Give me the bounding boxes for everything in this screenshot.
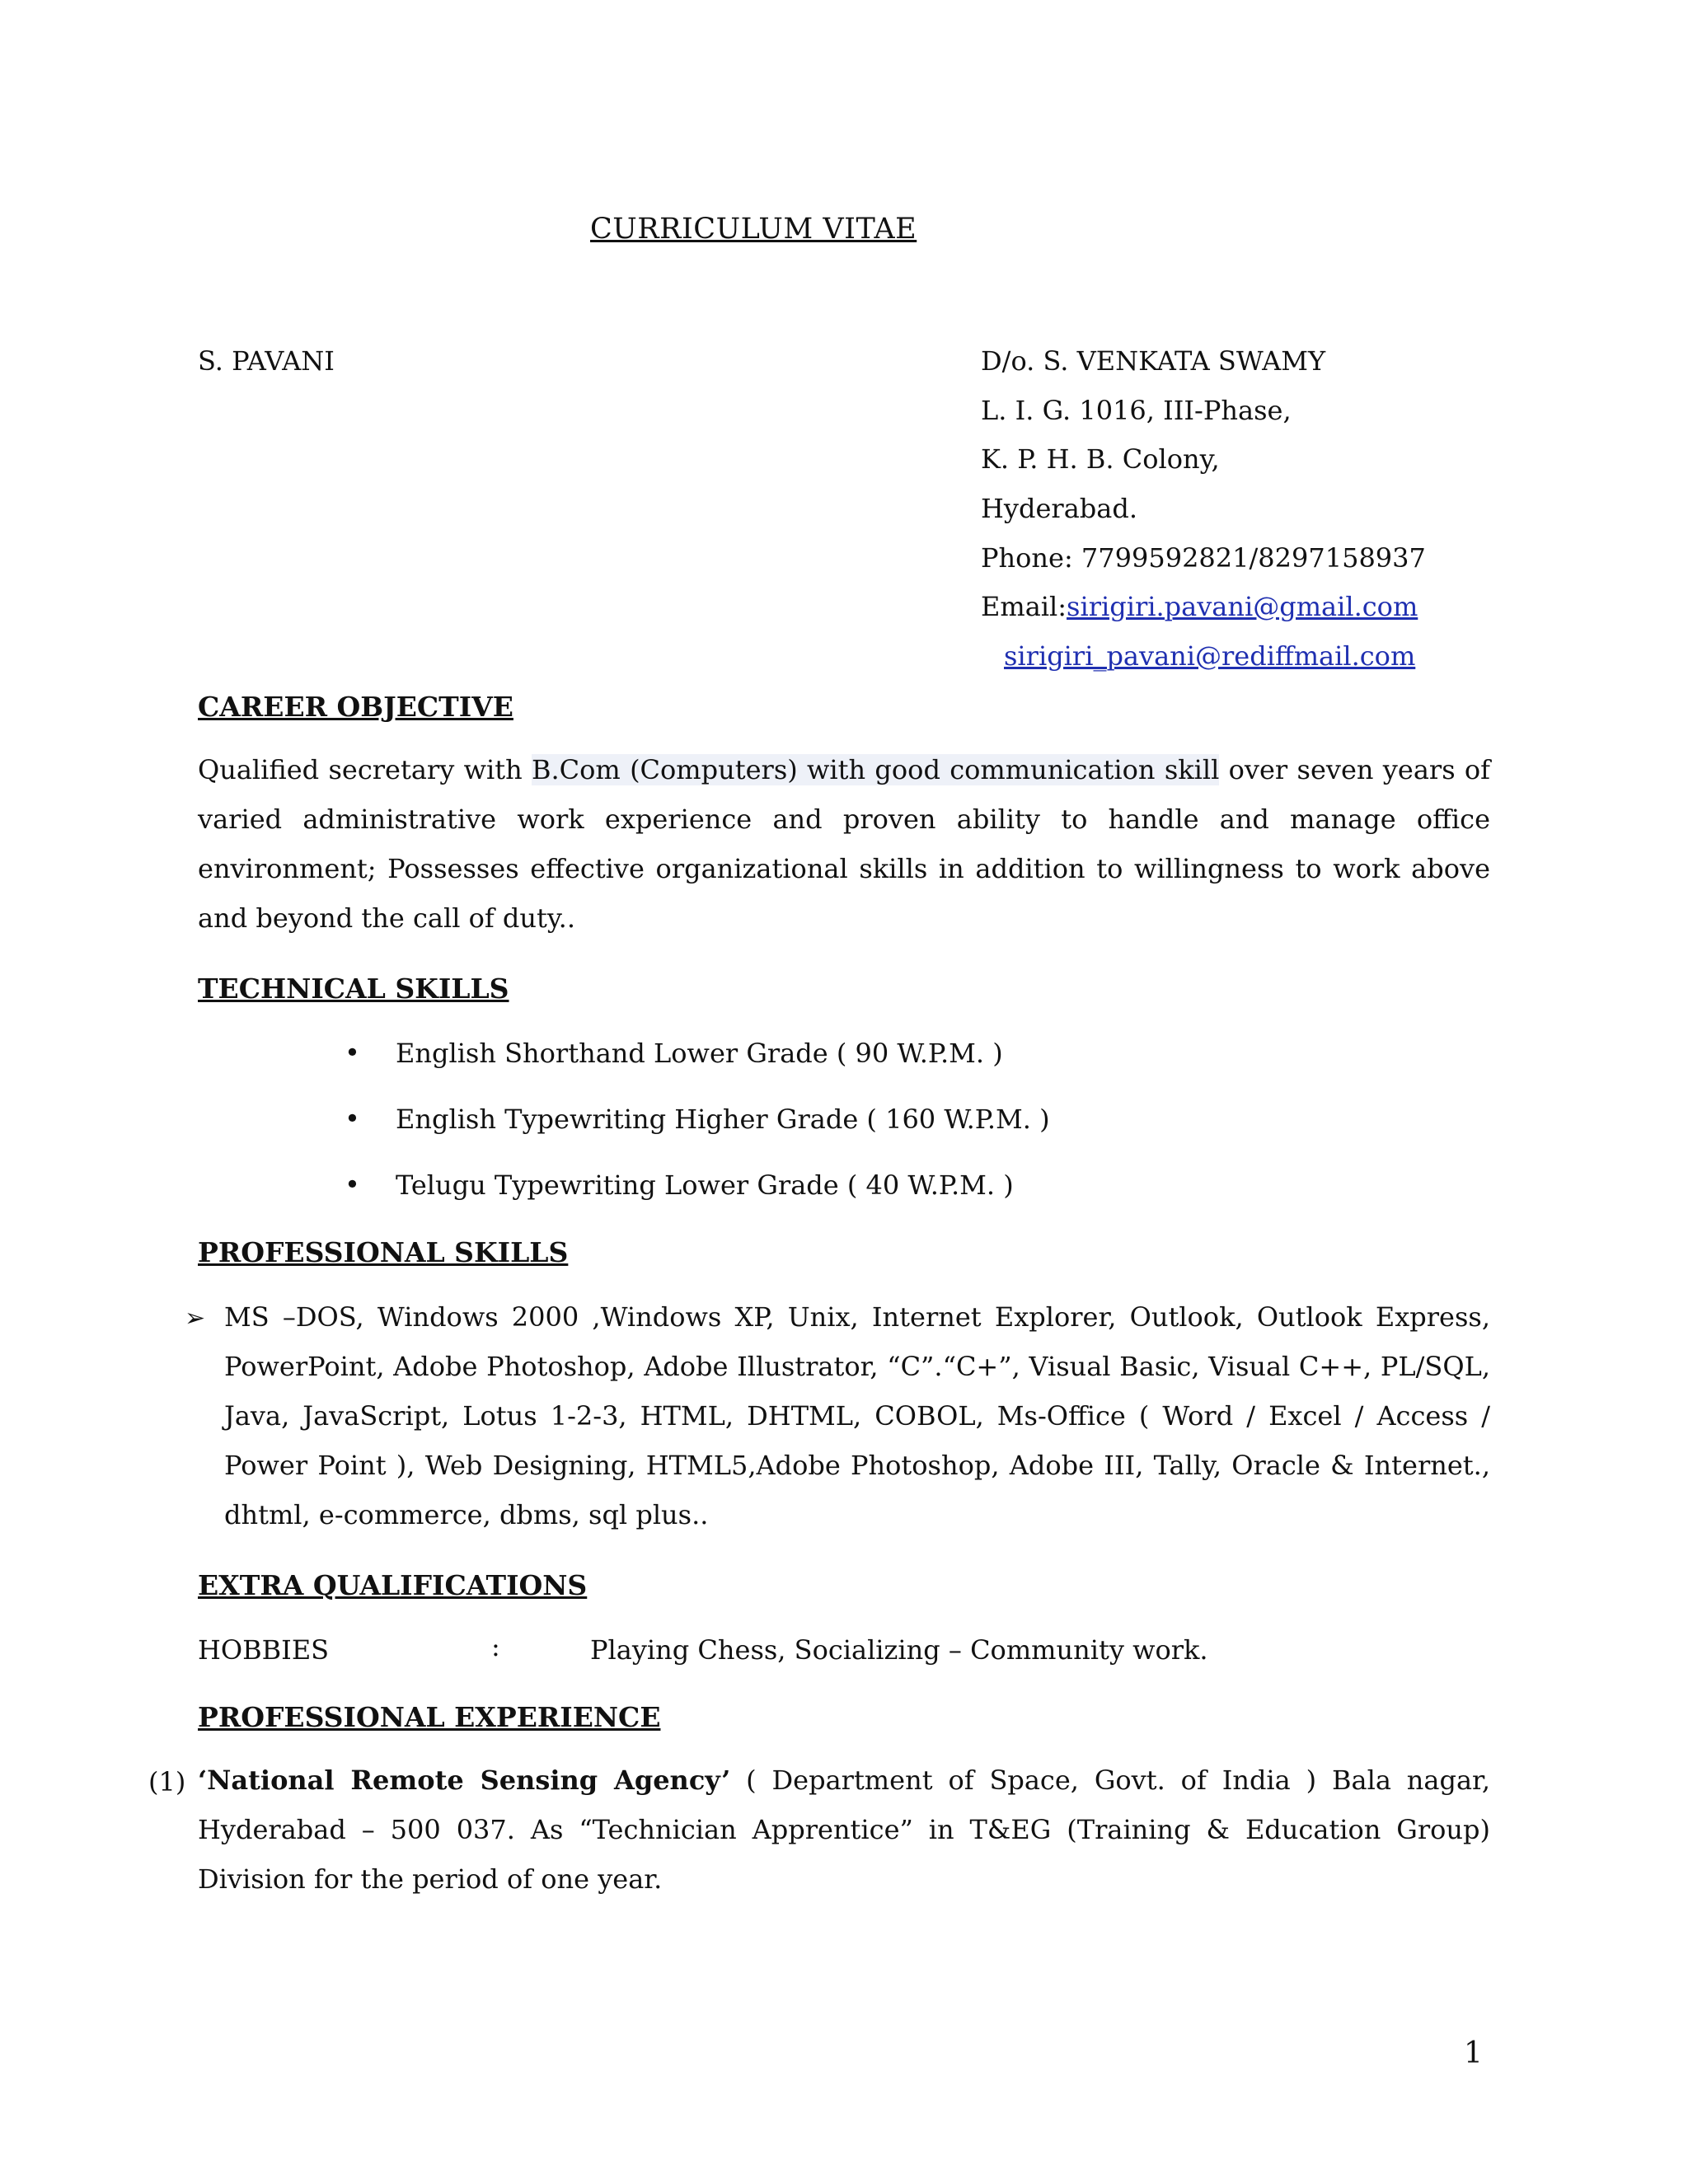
email-link-2[interactable]: sirigiri_pavani@rediffmail.com	[1004, 640, 1416, 672]
professional-skills-heading: PROFESSIONAL SKILLS	[198, 1236, 569, 1268]
career-objective-highlight: B.Com (Computers) with good communication skill	[531, 754, 1220, 785]
career-objective-text	[198, 745, 1490, 943]
email-line	[981, 593, 1418, 620]
career-objective-heading: CAREER OBJECTIVE	[198, 691, 513, 723]
technical-skill-2: English Typewriting Higher Grade ( 160 W.P.M. )	[396, 1104, 1050, 1135]
experience-text	[198, 1755, 1490, 1904]
technical-skills-heading: TECHNICAL SKILLS	[198, 972, 509, 1005]
email-link-1[interactable]: sirigiri.pavani@gmail.com	[1067, 591, 1418, 622]
bullet-icon: •	[345, 1103, 360, 1134]
candidate-name: S. PAVANI	[198, 345, 335, 377]
experience-number: (1)	[148, 1766, 186, 1797]
hobbies-colon: :	[491, 1631, 500, 1662]
experience-details: ( Department of Space, Govt. of India ) Bala nagar, Hyderabad – 500 037. As “Technician Apprentice” in T&EG (Training & Education Group) Division for the period of one year.	[198, 1765, 1491, 1895]
bullet-icon: •	[345, 1037, 360, 1068]
technical-skill-3: Telugu Typewriting Lower Grade ( 40 W.P.M. )	[396, 1169, 1014, 1201]
address-line-1: D/o. S. VENKATA SWAMY	[981, 345, 1326, 377]
technical-skill-1: English Shorthand Lower Grade ( 90 W.P.M. )	[396, 1038, 1003, 1069]
experience-organization: ‘National Remote Sensing Agency’	[198, 1765, 731, 1796]
professional-experience-heading: PROFESSIONAL EXPERIENCE	[198, 1701, 661, 1733]
email-label: Email:	[981, 591, 1067, 622]
phone-line	[981, 542, 1426, 574]
bullet-icon: •	[345, 1169, 360, 1200]
page-number: 1	[1464, 2036, 1483, 2070]
address-line-3: K. P. H. B. Colony,	[981, 443, 1220, 475]
address-line-4: Hyderabad.	[981, 493, 1137, 524]
career-objective-text-start: Qualified secretary with	[198, 754, 532, 785]
document-title: CURRICULUM VITAE	[590, 213, 917, 246]
email-line-2	[1004, 640, 1416, 672]
career-objective-text-end: over seven years of varied administrative work experience and proven ability to handle and manage office environment; Possesses effective organizational skills in addition to willingness to work above and beyond the call of duty..	[198, 754, 1491, 934]
professional-skills-text: MS –DOS, Windows 2000 ,Windows XP, Unix, Internet Explorer, Outlook, Outlook Express, PowerPoint, Adobe Photoshop, Adobe Illustrator, “C”.“C+”, Visual Basic, Visual C++, PL/SQL, Java, JavaScript, Lotus 1-2-3, HTML, DHTML, COBOL, Ms-Office ( Word / Excel / Access / Power Point ), Web Designing, HTML5,Adobe Photoshop, Adobe III, Tally, Oracle & Internet., dhtml, e-commerce, dbms, sql plus..	[224, 1301, 1490, 1530]
extra-qualifications-heading: EXTRA QUALIFICATIONS	[198, 1569, 588, 1601]
phone-number: 7799592821/8297158937	[1081, 542, 1426, 574]
arrow-bullet-icon: ➢	[185, 1304, 206, 1333]
phone-label: Phone:	[981, 542, 1073, 574]
address-line-2: L. I. G. 1016, III-Phase,	[981, 395, 1292, 426]
hobbies-label: HOBBIES	[198, 1634, 330, 1666]
hobbies-value: Playing Chess, Socializing – Community work.	[590, 1634, 1208, 1666]
